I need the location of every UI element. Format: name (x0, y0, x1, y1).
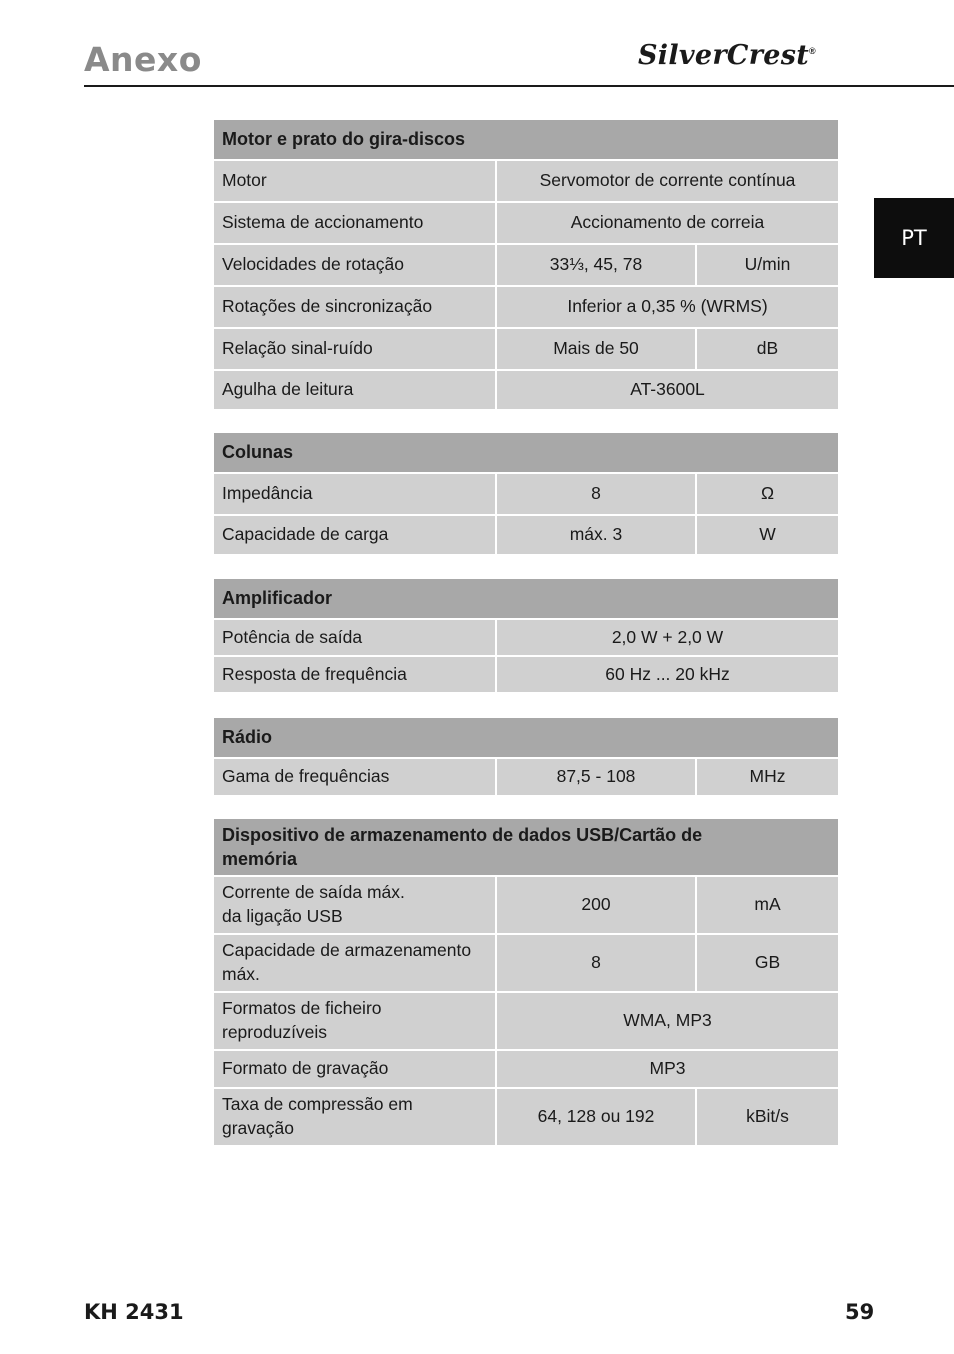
row-value: 8 (497, 935, 695, 991)
row-label: Motor (214, 161, 495, 201)
row-value: Servomotor de corrente contínua (497, 161, 838, 201)
row-unit: GB (697, 935, 838, 991)
row-label: Rotações de sincronização (214, 287, 495, 327)
row-label: Agulha de leitura (214, 371, 495, 409)
registered-mark: ® (808, 46, 816, 56)
row-value: AT-3600L (497, 371, 838, 409)
row-unit: MHz (697, 759, 838, 795)
spec-table-motor (214, 120, 838, 409)
row-unit: kBit/s (697, 1089, 838, 1145)
row-value: 33⅓, 45, 78 (497, 245, 695, 285)
row-label: Capacidade de armazenamento máx. (214, 935, 495, 991)
row-value: máx. 3 (497, 516, 695, 554)
spec-table-storage (214, 819, 838, 1145)
row-value: 200 (497, 877, 695, 933)
language-tab: PT (874, 198, 954, 278)
row-unit: U/min (697, 245, 838, 285)
section-heading: Amplificador (214, 579, 838, 618)
row-label: Formatos de ficheiro reproduzíveis (214, 993, 495, 1049)
row-label: Velocidades de rotação (214, 245, 495, 285)
row-label: Relação sinal-ruído (214, 329, 495, 369)
spec-table-radio (214, 718, 838, 795)
row-label: Impedância (214, 474, 495, 514)
section-heading: Dispositivo de armazenamento de dados USB/Cartão de memória (214, 819, 838, 875)
row-label: Gama de frequências (214, 759, 495, 795)
row-label: Potência de saída (214, 620, 495, 655)
row-label: Sistema de accionamento (214, 203, 495, 243)
row-unit: W (697, 516, 838, 554)
row-value: Accionamento de correia (497, 203, 838, 243)
spec-table-amplifier (214, 579, 838, 692)
row-value: Mais de 50 (497, 329, 695, 369)
header-divider (84, 85, 954, 87)
row-label: Resposta de frequência (214, 657, 495, 692)
brand-logo (638, 40, 816, 71)
footer-model-number: KH 2431 (84, 1300, 184, 1324)
spec-table-speakers (214, 433, 838, 554)
row-value: Inferior a 0,35 % (WRMS) (497, 287, 838, 327)
row-value: 60 Hz ... 20 kHz (497, 657, 838, 692)
row-unit: mA (697, 877, 838, 933)
section-heading: Motor e prato do gira-discos (214, 120, 838, 159)
page-title: Anexo (84, 40, 202, 79)
page-number: 59 (845, 1300, 875, 1324)
section-heading: Rádio (214, 718, 838, 757)
brand-name: SilverCrest (638, 40, 809, 71)
row-label: Capacidade de carga (214, 516, 495, 554)
row-value: WMA, MP3 (497, 993, 838, 1049)
row-label: Formato de gravação (214, 1051, 495, 1087)
row-unit: dB (697, 329, 838, 369)
row-value: 87,5 - 108 (497, 759, 695, 795)
section-heading: Colunas (214, 433, 838, 472)
row-label: Corrente de saída máx. da ligação USB (214, 877, 495, 933)
row-unit: Ω (697, 474, 838, 514)
row-value: 64, 128 ou 192 (497, 1089, 695, 1145)
row-value: MP3 (497, 1051, 838, 1087)
row-label: Taxa de compressão em gravação (214, 1089, 495, 1145)
row-value: 8 (497, 474, 695, 514)
row-value: 2,0 W + 2,0 W (497, 620, 838, 655)
